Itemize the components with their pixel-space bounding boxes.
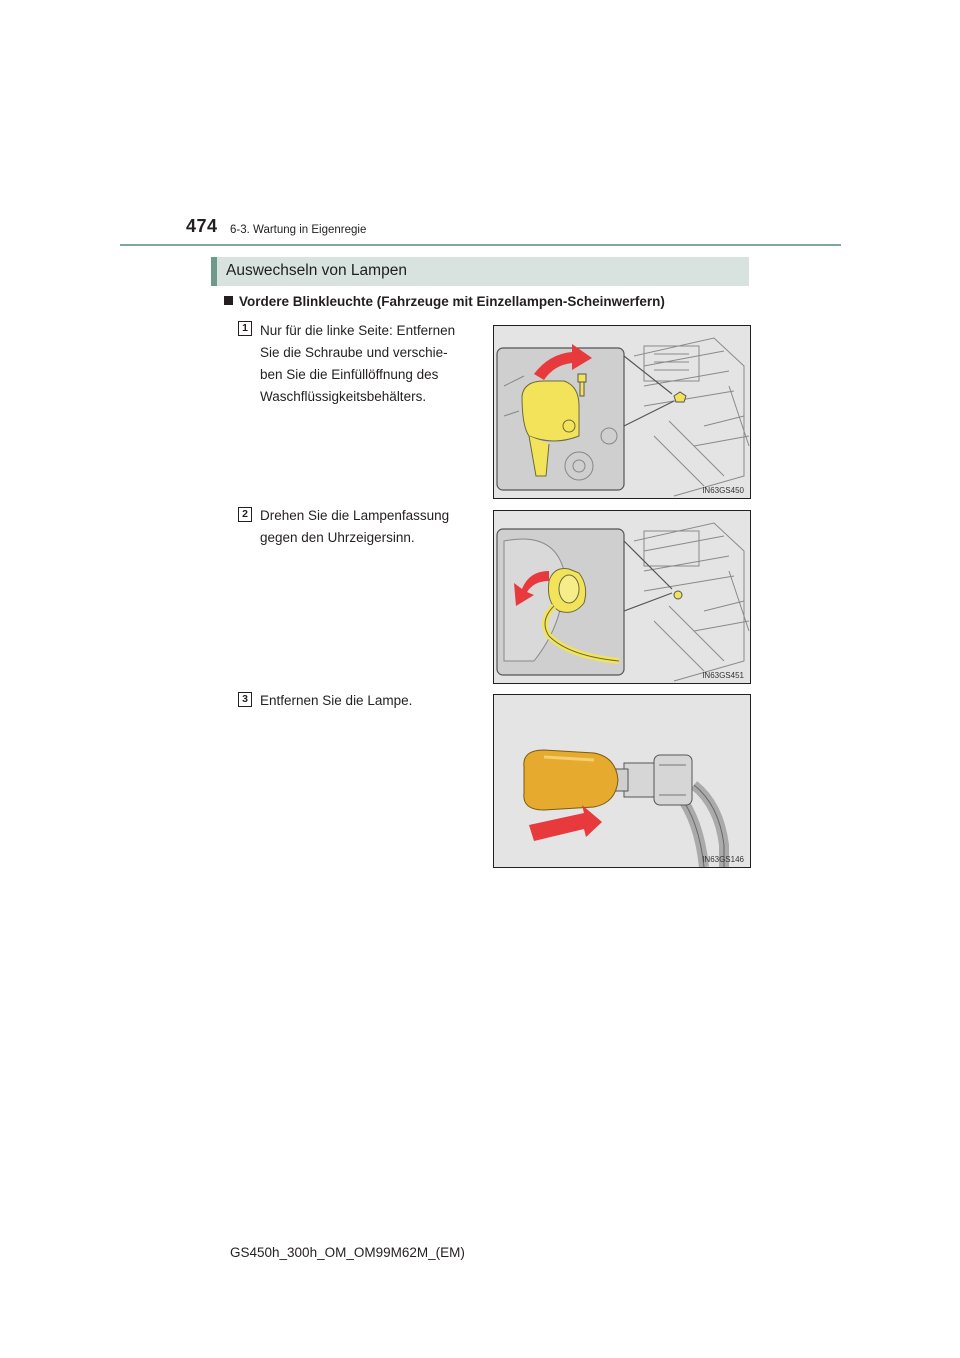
header-rule: [120, 244, 841, 246]
step-3-line: Entfernen Sie die Lampe.: [260, 693, 413, 708]
step-number-2: 2: [238, 507, 252, 522]
section-title-bar: [211, 257, 749, 286]
step-2-line: Drehen Sie die Lampenfassung: [260, 508, 450, 523]
step-2-text: [260, 505, 476, 549]
figure-3-code: IN63GS146: [702, 855, 744, 864]
step-number-1: 1: [238, 321, 252, 336]
step-number-3: 3: [238, 692, 252, 707]
sub-heading: [224, 294, 665, 309]
figure-step-2: [493, 510, 751, 684]
figure-2-illustration: [494, 511, 750, 683]
figure-1-illustration: [494, 326, 750, 498]
section-accent: [211, 257, 217, 286]
figure-2-code: IN63GS451: [702, 671, 744, 680]
footer-document-code: GS450h_300h_OM_OM99M62M_(EM): [230, 1245, 465, 1260]
page-number: 474: [186, 216, 218, 236]
figure-1-code: IN63GS450: [702, 486, 744, 495]
section-label: 6-3. Wartung in Eigenregie: [230, 224, 367, 236]
figure-3-illustration: [494, 695, 750, 867]
step-1-text: [260, 320, 476, 408]
step-3-text: [260, 690, 476, 712]
step-1-line: ben Sie die Einfüllöffnung des: [260, 367, 439, 382]
figure-step-3: [493, 694, 751, 868]
square-bullet-icon: [224, 296, 233, 305]
section-title: Auswechseln von Lampen: [226, 262, 407, 279]
step-2-line: gegen den Uhrzeigersinn.: [260, 530, 415, 545]
step-1-line: Sie die Schraube und verschie-: [260, 345, 448, 360]
figure-step-1: [493, 325, 751, 499]
step-1-line: Waschflüssigkeitsbehälters.: [260, 389, 427, 404]
sub-heading-text: Vordere Blinkleuchte (Fahrzeuge mit Einzellampen-Scheinwerfern): [239, 294, 665, 309]
step-1-line: Nur für die linke Seite: Entfernen: [260, 323, 456, 338]
